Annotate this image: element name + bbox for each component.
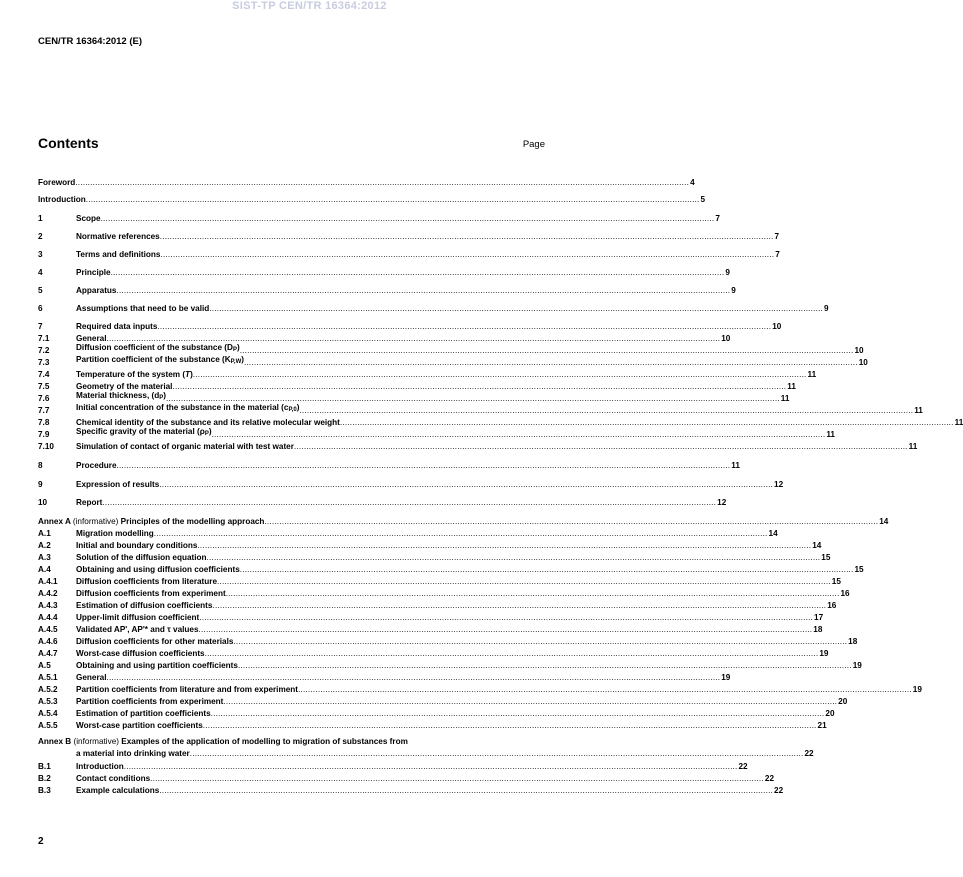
toc-entry-page: 22: [764, 774, 774, 783]
toc-entry[interactable]: [38, 659, 862, 671]
toc-entry-number: 5: [38, 286, 43, 295]
toc-entry[interactable]: [38, 427, 835, 440]
toc-entry-title: Partition coefficients from experiment: [76, 697, 224, 706]
dot-leader: [199, 612, 813, 623]
toc-entry-page: 12: [774, 480, 784, 489]
toc-entry-page: 22: [774, 786, 784, 795]
toc-entry-number: 7.10: [38, 442, 54, 451]
toc-entry-title: Simulation of contact of organic material with test water: [76, 442, 294, 451]
toc-entry-number: 10: [38, 498, 48, 507]
toc-entry-page: 15: [821, 553, 831, 562]
toc-entry-title: Solution of the diffusion equation: [76, 553, 207, 562]
toc-entry-number: A.4.2: [38, 589, 58, 598]
toc-entry-title: Obtaining and using diffusion coefficients: [76, 565, 240, 574]
dot-leader: [233, 636, 847, 647]
toc-entry-title: Upper-limit diffusion coefficient: [76, 613, 200, 622]
toc-entry-title: Expression of results: [76, 480, 160, 489]
toc-entry-page: 19: [852, 661, 862, 670]
dot-leader: [199, 624, 813, 635]
toc-entry-page: 7: [774, 232, 780, 241]
toc-entry[interactable]: [38, 760, 748, 772]
dot-leader: [203, 720, 817, 731]
toc-entry-title: Migration modelling: [76, 529, 154, 538]
page-column-header: Page: [522, 139, 545, 150]
toc-entry-number: A.5.3: [38, 697, 58, 706]
dot-leader: [223, 696, 837, 707]
toc-entry-page: 15: [854, 565, 864, 574]
toc-entry-number: 7.8: [38, 418, 50, 427]
dot-leader: [190, 748, 804, 759]
toc-entry-title: Estimation of partition coefficients: [76, 709, 211, 718]
toc-entry-page: 14: [879, 517, 889, 526]
dot-leader: [212, 429, 826, 440]
dot-leader: [244, 357, 858, 368]
toc-entry-number: A.5.1: [38, 673, 58, 682]
toc-entry-page: 10: [721, 334, 731, 343]
toc-entry-title: Initial and boundary conditions: [76, 541, 198, 550]
dot-leader: [217, 576, 831, 587]
toc-entry-number: A.4.1: [38, 577, 58, 586]
dot-leader: [240, 345, 854, 356]
toc-entry-number: 7.3: [38, 358, 50, 367]
dot-leader: [299, 405, 913, 416]
toc-entry-title: Partition coefficient of the substance $(K_{P,W})$: [76, 355, 244, 365]
toc-entry-number: A.4.4: [38, 613, 58, 622]
toc-entry-page: 11: [914, 406, 923, 415]
toc-entry-page: 11: [826, 430, 835, 439]
toc-entry[interactable]: [38, 719, 827, 731]
toc-entry-title: Principle: [76, 268, 111, 277]
toc-entry-number: A.4.7: [38, 649, 58, 658]
dot-leader: [294, 441, 908, 452]
toc-entry-title: Initial concentration of the substance in the material $(c_{P,0})$: [76, 403, 300, 413]
contents-heading: Contents: [38, 135, 99, 151]
toc-entry-title: Worst-case diffusion coefficients: [76, 649, 205, 658]
toc-entry-title: Apparatus: [76, 286, 117, 295]
dot-leader: [102, 497, 716, 508]
toc-entry-title: Procedure: [76, 461, 117, 470]
toc-entry-page: 10: [854, 346, 864, 355]
toc-entry-page: 18: [848, 637, 858, 646]
toc-entry-number: B.1: [38, 762, 51, 771]
toc-entry-title: Diffusion coefficients for other materials: [76, 637, 234, 646]
dot-leader: [117, 460, 731, 471]
toc-entry-number: 2: [38, 232, 43, 241]
toc-entry-number: 7.2: [38, 346, 50, 355]
toc-entry[interactable]: [38, 176, 695, 188]
toc-entry[interactable]: [38, 193, 706, 205]
toc-entry[interactable]: [38, 515, 889, 527]
toc-entry-title: Geometry of the material: [76, 382, 173, 391]
toc-entry-number: A.4.6: [38, 637, 58, 646]
dot-leader: [117, 285, 731, 296]
toc-entry-number: 1: [38, 214, 43, 223]
toc-entry[interactable]: [38, 575, 841, 587]
toc-entry-page: 4: [690, 178, 695, 187]
dot-leader: [207, 552, 821, 563]
dot-leader: [298, 684, 912, 695]
toc-entry-page: 19: [819, 649, 829, 658]
page-number: 2: [38, 836, 44, 847]
toc-entry-page: 22: [738, 762, 748, 771]
toc-entry-page: 11: [954, 418, 963, 427]
toc-entry-page: 7: [775, 250, 780, 259]
toc-entry-title: Scope: [76, 214, 101, 223]
toc-entry-number: A.2: [38, 541, 51, 550]
toc-entry-number: A.5: [38, 661, 51, 670]
toc-entry[interactable]: [38, 563, 864, 575]
toc-entry-number: 6: [38, 304, 43, 313]
toc-entry-title: Diffusion coefficient of the substance $(D_P)$: [76, 343, 240, 353]
toc-entry-title: Contact conditions: [76, 774, 151, 783]
dot-leader: [107, 672, 721, 683]
toc-entry[interactable]: [38, 635, 858, 647]
toc-entry-number: 7.9: [38, 430, 50, 439]
toc-entry-title: Obtaining and using partition coefficients: [76, 661, 238, 670]
toc-entry-number: A.4.5: [38, 625, 58, 634]
toc-entry-page: 9: [731, 286, 736, 295]
dot-leader: [238, 660, 852, 671]
watermark: SIST-TP CEN/TR 16364:2012: [232, 0, 387, 12]
toc-entry-title: Partition coefficients from literature and from experiment: [76, 685, 299, 694]
toc-entry-number: A.4: [38, 565, 51, 574]
toc-entry-number: 7.6: [38, 394, 50, 403]
dot-leader: [212, 600, 826, 611]
toc-entry[interactable]: [38, 212, 720, 224]
toc-entry[interactable]: [38, 551, 831, 563]
toc-entry-page: 10: [772, 322, 782, 331]
toc-entry-title: Terms and definitions: [76, 250, 161, 259]
toc-entry-page: 17: [814, 613, 824, 622]
dot-leader: [101, 213, 715, 224]
toc-entry-number: 7.5: [38, 382, 50, 391]
toc-entry[interactable]: [38, 683, 922, 695]
toc-entry[interactable]: [38, 611, 824, 623]
toc-entry[interactable]: [38, 647, 829, 659]
toc-entry-number: A.1: [38, 529, 51, 538]
toc-entry-title: Validated AP', AP'* and τ values: [76, 625, 199, 634]
toc-entry-number: 7.7: [38, 406, 50, 415]
toc-entry-page: 16: [827, 601, 837, 610]
toc-entry-title: Annex B (informative) Examples of the application of modelling to migration of substances from: [38, 737, 408, 746]
toc-entry-number: 7.4: [38, 370, 50, 379]
dot-leader: [160, 249, 774, 260]
toc-entry-continuation[interactable]: [38, 747, 814, 759]
toc-entry-title: Annex A (informative) Principles of the modelling approach: [38, 517, 265, 526]
toc-entry-number: A.5.2: [38, 685, 58, 694]
dot-leader: [240, 564, 854, 575]
toc-entry[interactable]: [38, 587, 850, 599]
dot-leader: [111, 267, 725, 278]
dot-leader: [157, 321, 771, 332]
toc-entry-page: 7: [715, 214, 720, 223]
toc-entry-page: 16: [840, 589, 850, 598]
toc-entry[interactable]: [38, 368, 817, 380]
dot-leader: [226, 588, 840, 599]
dot-leader: [86, 194, 700, 205]
toc-entry-title: General: [76, 673, 107, 682]
dot-leader: [193, 369, 807, 380]
toc-entry-page: 11: [780, 394, 790, 403]
toc-entry-number: 7: [38, 322, 43, 331]
toc-entry-number: 9: [38, 480, 43, 489]
toc-entry[interactable]: [38, 266, 730, 278]
toc-entry[interactable]: [38, 539, 822, 551]
toc-entry-title: Introduction: [76, 762, 124, 771]
dot-leader: [159, 479, 773, 490]
dot-leader: [124, 761, 738, 772]
toc-entry-number: 8: [38, 461, 43, 470]
toc-entry-page: 11: [807, 370, 817, 379]
toc-entry-title-continued: a material into drinking water: [76, 749, 190, 758]
toc-entry-title: Required data inputs: [76, 322, 158, 331]
toc-entry[interactable]: [38, 623, 823, 635]
toc-entry-page: 21: [817, 721, 827, 730]
toc-entry-number: B.2: [38, 774, 51, 783]
document-id: CEN/TR 16364:2012 (E): [38, 36, 143, 47]
toc-entry-page: 14: [768, 529, 778, 538]
toc-entry-title: Diffusion coefficients from experiment: [76, 589, 226, 598]
dot-leader: [172, 381, 786, 392]
toc-entry[interactable]: [38, 459, 740, 471]
toc-entry[interactable]: [38, 302, 829, 314]
toc-entry[interactable]: [38, 671, 731, 683]
dot-leader: [160, 231, 774, 242]
toc-entry[interactable]: [38, 320, 782, 332]
toc-entry[interactable]: [38, 496, 727, 508]
dot-leader: [75, 177, 689, 188]
toc-entry-title: Diffusion coefficients from literature: [76, 577, 218, 586]
toc-entry[interactable]: [38, 772, 774, 784]
toc-entry-title: Example calculations: [76, 786, 160, 795]
toc-entry-page: 11: [731, 461, 740, 470]
toc-entry-title: Specific gravity of the material $(\rho_P)$: [76, 427, 212, 437]
toc-entry-number: A.5.4: [38, 709, 58, 718]
toc-entry-page: 18: [813, 625, 823, 634]
toc-entry[interactable]: [38, 695, 848, 707]
toc-entry-page: 12: [717, 498, 727, 507]
toc-entry-title: Report: [76, 498, 103, 507]
toc-entry-page: 20: [838, 697, 848, 706]
toc-entry-page: 20: [825, 709, 835, 718]
toc-entry[interactable]: [38, 355, 868, 368]
toc-entry-title: General: [76, 334, 107, 343]
toc-entry[interactable]: [38, 599, 837, 611]
toc-entry[interactable]: [38, 230, 780, 242]
toc-entry-title: Introduction: [38, 195, 86, 204]
toc-entry-number: A.4.3: [38, 601, 58, 610]
dot-leader: [340, 417, 954, 428]
dot-leader: [159, 785, 773, 796]
dot-leader: [209, 303, 823, 314]
toc-entry-number: 4: [38, 268, 43, 277]
toc-entry[interactable]: [38, 784, 784, 796]
dot-leader: [205, 648, 819, 659]
toc-entry-page: 15: [831, 577, 841, 586]
toc-entry[interactable]: [38, 707, 835, 719]
dot-leader: [211, 708, 825, 719]
toc-entry[interactable]: [38, 284, 736, 296]
toc-entry[interactable]: [38, 527, 778, 539]
toc-entry-page: 14: [812, 541, 822, 550]
toc-entry-title: Estimation of diffusion coefficients: [76, 601, 213, 610]
toc-entry[interactable]: [38, 478, 784, 490]
dot-leader: [264, 516, 878, 527]
toc-entry-title: Temperature of the system (T): [76, 370, 193, 379]
toc-entry-page: 5: [700, 195, 706, 204]
toc-entry-page: 19: [912, 685, 922, 694]
toc-entry-page: 22: [804, 749, 814, 758]
toc-entry-page: 11: [787, 382, 796, 391]
toc-entry-page: 10: [858, 358, 868, 367]
toc-entry-title: Normative references: [76, 232, 160, 241]
toc-entry[interactable]: [38, 735, 546, 747]
toc-entry-page: 9: [824, 304, 829, 313]
toc-entry-number: A.3: [38, 553, 51, 562]
toc-entry[interactable]: [38, 248, 780, 260]
toc-entry-number: Annex A: [38, 517, 73, 526]
toc-entry-number: Annex B: [38, 737, 74, 746]
toc-entry-page: 11: [908, 442, 918, 451]
toc-entry-page: 19: [721, 673, 731, 682]
toc-entry-number: 3: [38, 250, 43, 259]
toc-entry-title: Assumptions that need to be valid: [76, 304, 210, 313]
toc-entry-number: B.3: [38, 786, 51, 795]
toc-entry-number: A.5.5: [38, 721, 58, 730]
dot-leader: [154, 528, 768, 539]
dot-leader: [197, 540, 811, 551]
dot-leader: [150, 773, 764, 784]
toc-entry-title: Material thickness, $(d_P)$: [76, 391, 167, 401]
toc-entry[interactable]: [38, 440, 918, 452]
toc-entry-title: Worst-case partition coefficients: [76, 721, 203, 730]
toc-entry-title: Foreword: [38, 178, 76, 187]
toc-entry[interactable]: [38, 403, 923, 416]
toc-entry-page: 9: [725, 268, 730, 277]
toc-entry-title: Chemical identity of the substance and its relative molecular weight: [76, 418, 340, 427]
toc-entry-number: 7.1: [38, 334, 50, 343]
